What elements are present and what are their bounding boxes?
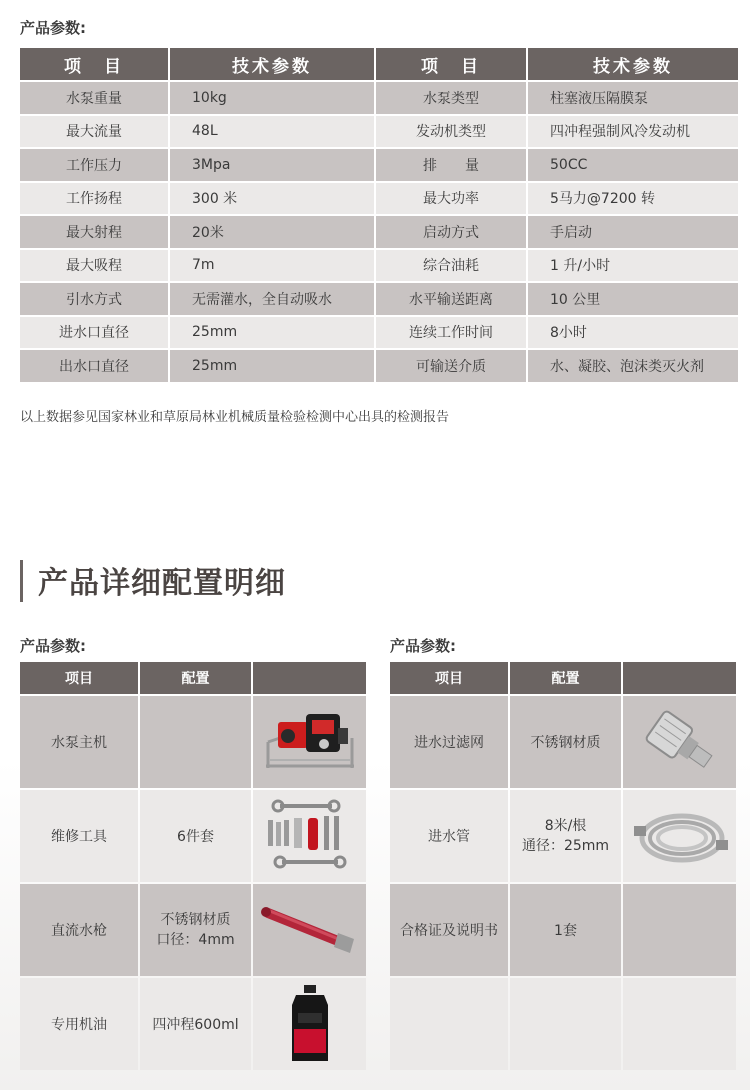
config-image-cell xyxy=(623,790,736,882)
config-item: 水泵主机 xyxy=(20,696,138,788)
spec-cell: 25mm xyxy=(170,350,374,382)
config-item: 维修工具 xyxy=(20,790,138,882)
config-value-cell xyxy=(140,884,251,976)
config-left-header-item: 项目 xyxy=(20,662,138,694)
config-image-cell xyxy=(623,696,736,788)
spec-header-param-2: 技术参数 xyxy=(528,48,738,80)
section-accent-bar xyxy=(20,560,23,602)
spec-cell: 综合油耗 xyxy=(376,250,526,282)
config-left-header-config: 配置 xyxy=(140,662,251,694)
config-value-2: 口径：4mm xyxy=(156,932,235,948)
spec-cell: 最大吸程 xyxy=(20,250,168,282)
spec-cell: 连续工作时间 xyxy=(376,317,526,349)
spec-cell: 无需灌水，全自动吸水 xyxy=(170,283,374,315)
spec-cell: 1 升/小时 xyxy=(528,250,738,282)
spec-cell: 最大射程 xyxy=(20,216,168,248)
spec-cell: 5马力@7200 转 xyxy=(528,183,738,215)
config-image-cell xyxy=(253,978,366,1070)
config-right-header-item: 项目 xyxy=(390,662,508,694)
inlet-filter-icon xyxy=(630,702,730,782)
config-item xyxy=(390,978,508,1070)
config-left-title: 产品参数: xyxy=(20,637,86,655)
spec-cell: 48L xyxy=(170,116,374,148)
spec-cell: 启动方式 xyxy=(376,216,526,248)
spec-cell: 排 量 xyxy=(376,149,526,181)
spec-cell: 发动机类型 xyxy=(376,116,526,148)
spec-cell: 工作扬程 xyxy=(20,183,168,215)
spec-header-item-1: 项 目 xyxy=(20,48,168,80)
spec-cell: 水泵类型 xyxy=(376,82,526,114)
spec-cell: 7m xyxy=(170,250,374,282)
config-left-header-image xyxy=(253,662,366,694)
config-value: 6件套 xyxy=(140,790,251,882)
spec-title: 产品参数: xyxy=(20,19,86,37)
spec-cell: 柱塞液压隔膜泵 xyxy=(528,82,738,114)
spec-cell: 20米 xyxy=(170,216,374,248)
config-value-2: 通径：25mm xyxy=(521,838,610,854)
config-value: 不锈钢材质 xyxy=(160,912,231,928)
config-item: 专用机油 xyxy=(20,978,138,1070)
spec-cell: 10kg xyxy=(170,82,374,114)
spec-cell: 出水口直径 xyxy=(20,350,168,382)
spec-cell: 50CC xyxy=(528,149,738,181)
config-item: 合格证及说明书 xyxy=(390,884,508,976)
config-right-title: 产品参数: xyxy=(390,637,456,655)
spec-cell: 可输送介质 xyxy=(376,350,526,382)
config-value: 不锈钢材质 xyxy=(510,696,621,788)
oil-bottle-icon xyxy=(280,983,340,1065)
config-value: 四冲程600ml xyxy=(140,978,251,1070)
spec-header-item-2: 项 目 xyxy=(376,48,526,80)
spec-cell: 最大流量 xyxy=(20,116,168,148)
spec-cell: 水泵重量 xyxy=(20,82,168,114)
config-value xyxy=(140,696,251,788)
spec-cell: 3Mpa xyxy=(170,149,374,181)
config-value: 1套 xyxy=(510,884,621,976)
spec-cell: 四冲程强制风冷发动机 xyxy=(528,116,738,148)
spec-cell: 水平输送距离 xyxy=(376,283,526,315)
inlet-hose-icon xyxy=(630,796,730,876)
config-value: 8米/根 xyxy=(544,818,587,834)
config-image-cell xyxy=(623,884,736,976)
section-heading: 产品详细配置明细 xyxy=(38,566,286,601)
config-right-header-image xyxy=(623,662,736,694)
spec-cell: 工作压力 xyxy=(20,149,168,181)
config-image-cell xyxy=(253,696,366,788)
config-left-table xyxy=(20,662,366,1070)
repair-tools-icon xyxy=(260,796,360,876)
config-image-cell xyxy=(253,790,366,882)
config-item: 直流水枪 xyxy=(20,884,138,976)
spec-cell: 引水方式 xyxy=(20,283,168,315)
spec-cell: 手启动 xyxy=(528,216,738,248)
spec-cell: 25mm xyxy=(170,317,374,349)
pump-unit-icon xyxy=(258,702,362,782)
spec-header-param-1: 技术参数 xyxy=(170,48,374,80)
spec-cell: 水、凝胶、泡沫类灭火剂 xyxy=(528,350,738,382)
config-item: 进水过滤网 xyxy=(390,696,508,788)
config-right-header-config: 配置 xyxy=(510,662,621,694)
spec-cell: 最大功率 xyxy=(376,183,526,215)
spec-cell: 300 米 xyxy=(170,183,374,215)
spec-source-note: 以上数据参见国家林业和草原局林业机械质量检验检测中心出具的检测报告 xyxy=(20,410,450,425)
spec-cell: 8小时 xyxy=(528,317,738,349)
config-right-table xyxy=(390,662,736,1070)
config-item: 进水管 xyxy=(390,790,508,882)
spec-cell: 10 公里 xyxy=(528,283,738,315)
config-value-cell xyxy=(510,790,621,882)
water-gun-icon xyxy=(258,895,362,965)
spec-cell: 进水口直径 xyxy=(20,317,168,349)
config-value xyxy=(510,978,621,1070)
spec-table xyxy=(20,48,740,382)
config-image-cell xyxy=(623,978,736,1070)
config-image-cell xyxy=(253,884,366,976)
